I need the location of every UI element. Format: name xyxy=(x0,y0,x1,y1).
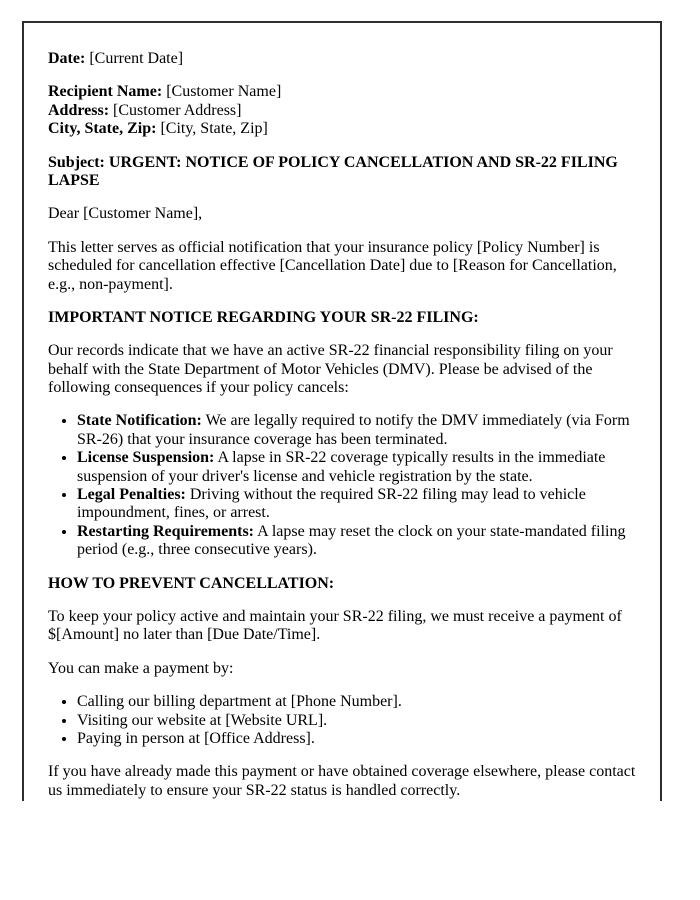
payment-option-item: • Visiting our website at [Website URL]. xyxy=(77,712,636,730)
date-line xyxy=(48,50,636,68)
letter-page xyxy=(22,21,662,801)
payment-option-item: • Paying in person at [Office Address]. xyxy=(77,730,636,748)
recipient-line-label: Recipient Name: xyxy=(48,83,163,101)
consequence-label: Legal Penalties: xyxy=(77,486,186,504)
consequence-item xyxy=(77,449,636,486)
recipient-line-value: [Customer Address] xyxy=(113,101,242,119)
recipient-line-label: City, State, Zip: xyxy=(48,120,157,138)
payment-intro: You can make a payment by: xyxy=(48,659,234,677)
consequence-label: Restarting Requirements: xyxy=(77,522,255,540)
recipient-line xyxy=(48,83,636,101)
consequence-label: State Notification: xyxy=(77,412,202,430)
closing-paragraph: If you have already made this payment or have obtained coverage elsewhere, please contact us immediately to ensure your SR-22 status is handled correctly. xyxy=(48,763,636,799)
consequence-item xyxy=(77,523,636,560)
recipient-block xyxy=(48,83,636,138)
date-label: Date: xyxy=(48,50,86,67)
recipient-line xyxy=(48,120,636,138)
payment-options-list xyxy=(48,693,636,748)
sr22-notice-paragraph: Our records indicate that we have an active SR-22 financial responsibility filing on your behalf with the State Department of Motor Vehicles (DMV). Please be advised of the following consequences if your policy cancels: xyxy=(48,342,613,397)
consequence-item xyxy=(77,486,636,523)
prevent-heading: HOW TO PREVENT CANCELLATION: xyxy=(48,574,335,592)
recipient-line-value: [City, State, Zip] xyxy=(160,120,268,138)
payment-requirement-paragraph: To keep your policy active and maintain your SR-22 filing, we must receive a payment of $[Amount] no later than [Due Date/Time]. xyxy=(48,607,622,644)
recipient-line xyxy=(48,102,636,120)
sr22-notice-heading: IMPORTANT NOTICE REGARDING YOUR SR-22 FILING: xyxy=(48,308,479,326)
consequence-item xyxy=(77,412,636,449)
consequences-list xyxy=(48,412,636,559)
intro-paragraph: This letter serves as official notification that your insurance policy [Policy Number] is scheduled for cancellation effective [Cancellation Date] due to [Reason for Cancellation, e.g., non-payment]. xyxy=(48,238,617,293)
consequence-text: We are legally required to notify the DMV immediately (via Form SR-26) that your insurance coverage has been terminated. xyxy=(77,412,630,448)
consequence-text: A lapse in SR-22 coverage typically results in the immediate suspension of your driver's license and vehicle registration by the state. xyxy=(77,449,606,485)
subject-line: Subject: URGENT: NOTICE OF POLICY CANCELLATION AND SR-22 FILING LAPSE xyxy=(48,153,618,189)
recipient-line-label: Address: xyxy=(48,101,110,119)
recipient-line-value: [Customer Name] xyxy=(166,83,282,101)
salutation: Dear [Customer Name], xyxy=(48,205,203,223)
date-value: [Current Date] xyxy=(89,50,184,67)
consequence-text: A lapse may reset the clock on your state-mandated filing period (e.g., three consecutive years). xyxy=(77,522,626,559)
payment-option-item: • Calling our billing department at [Phone Number]. xyxy=(77,693,636,711)
consequence-text: Driving without the required SR-22 filing may lead to vehicle impoundment, fines, or arrest. xyxy=(77,486,586,522)
consequence-label: License Suspension: xyxy=(77,449,215,467)
